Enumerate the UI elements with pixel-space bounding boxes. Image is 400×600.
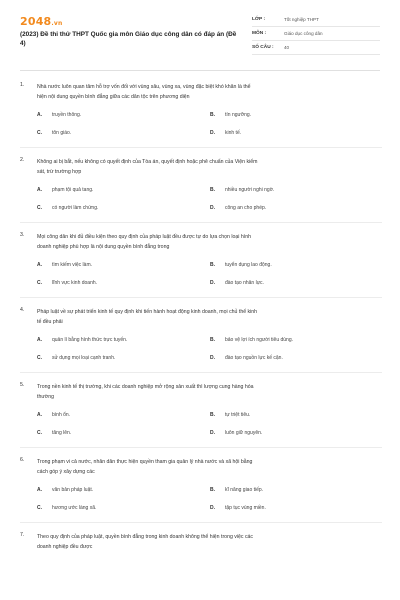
- option-letter: C.: [37, 280, 42, 286]
- option-letter: C.: [37, 205, 42, 211]
- answer-options: [37, 111, 382, 137]
- question-item: [20, 157, 382, 223]
- question-text-line: Trong phạm vi cả nước, nhân dân thực hiện quyền tham gia quản lý nhà nước và xã hội bằng: [37, 459, 253, 465]
- answer-option[interactable]: [210, 504, 383, 512]
- meta-key: MÔN :: [252, 31, 267, 36]
- option-letter: D.: [210, 205, 215, 211]
- option-text: tăng lên.: [52, 430, 72, 436]
- question-number: 6.: [20, 457, 25, 463]
- meta-value: Tốt nghiệp THPT: [284, 17, 319, 22]
- question-number: 3.: [20, 232, 25, 238]
- answer-options: [37, 336, 382, 362]
- option-text: kinh tế.: [225, 130, 242, 136]
- answer-option[interactable]: [210, 204, 383, 212]
- question-divider: [20, 222, 382, 223]
- answer-option[interactable]: [210, 111, 383, 119]
- answer-option[interactable]: [210, 279, 383, 287]
- answer-option[interactable]: [37, 354, 210, 362]
- option-text: kĩ năng giao tiếp.: [225, 487, 264, 493]
- meta-row-class: [252, 13, 380, 27]
- answer-option[interactable]: [37, 411, 210, 419]
- option-text: tập tục vùng miền.: [225, 505, 266, 511]
- question-number: 7.: [20, 532, 25, 538]
- option-text: truyền thông.: [52, 112, 82, 118]
- answer-option[interactable]: [37, 261, 210, 269]
- answer-option[interactable]: [37, 129, 210, 137]
- option-text: bình ổn.: [52, 412, 71, 418]
- answer-option[interactable]: [37, 186, 210, 194]
- option-letter: C.: [37, 430, 42, 436]
- question-text: [37, 532, 382, 552]
- option-text: tự triệt tiêu.: [225, 412, 251, 418]
- option-text: bảo vệ lợi ích người tiêu dùng.: [225, 337, 294, 343]
- question-text-line: sát, trừ trường hợp: [37, 169, 82, 175]
- option-letter: A.: [37, 187, 42, 193]
- question-text-line: Không ai bị bắt, nếu không có quyết định của Tòa án, quyết định hoặc phê chuẩn của Viện kiểm: [37, 159, 258, 165]
- option-letter: A.: [37, 337, 42, 343]
- question-text-line: doanh nghiệp phù hợp là nội dung quyền bình đẳng trong: [37, 244, 170, 250]
- answer-option[interactable]: [37, 336, 210, 344]
- exam-meta: [252, 13, 380, 55]
- option-text: đào tạo nguồn lực kế cận.: [225, 355, 283, 361]
- question-text-line: tế đều phải: [37, 319, 63, 325]
- option-letter: A.: [37, 262, 42, 268]
- answer-option[interactable]: [210, 354, 383, 362]
- option-letter: B.: [210, 487, 215, 493]
- question-divider: [20, 447, 382, 448]
- answer-options: [37, 486, 382, 512]
- option-text: công an cho phép.: [225, 205, 267, 211]
- meta-key: SỐ CÂU :: [252, 45, 274, 50]
- header-divider: [20, 70, 380, 71]
- answer-options: [37, 261, 382, 287]
- option-letter: B.: [210, 412, 215, 418]
- answer-option[interactable]: [210, 411, 383, 419]
- answer-options: [37, 186, 382, 212]
- question-text: [37, 157, 382, 177]
- meta-row-count: [252, 41, 380, 55]
- question-number: 5.: [20, 382, 25, 388]
- option-text: có người làm chứng.: [52, 205, 99, 211]
- answer-option[interactable]: [210, 261, 383, 269]
- option-text: nhiều người nghi ngờ.: [225, 187, 275, 193]
- option-letter: B.: [210, 337, 215, 343]
- question-text-line: thường: [37, 394, 54, 400]
- question-divider: [20, 522, 382, 523]
- answer-option[interactable]: [210, 186, 383, 194]
- meta-row-subject: [252, 27, 380, 41]
- option-text: luôn giữ nguyên.: [225, 430, 263, 436]
- page-header: [0, 0, 400, 64]
- option-text: tôn giáo.: [52, 130, 72, 136]
- answer-option[interactable]: [37, 486, 210, 494]
- option-text: quản lí bằng hình thức trực tuyến.: [52, 337, 128, 343]
- meta-value: Giáo dục công dân: [284, 31, 323, 36]
- question-text-line: Theo quy định của pháp luật, quyền bình đẳng trong kinh doanh không thể hiện trong việc các: [37, 534, 254, 540]
- question-text: [37, 307, 382, 327]
- option-letter: A.: [37, 487, 42, 493]
- option-text: phạm tội quả tang.: [52, 187, 94, 193]
- question-list: [20, 82, 382, 552]
- option-text: tuyển dụng lao động.: [225, 262, 272, 268]
- question-item: [20, 82, 382, 148]
- option-text: đào tạo nhân lực.: [225, 280, 264, 286]
- option-letter: A.: [37, 112, 42, 118]
- question-number: 4.: [20, 307, 25, 313]
- question-divider: [20, 297, 382, 298]
- option-letter: D.: [210, 505, 215, 511]
- logo-tld: .vn: [51, 20, 63, 27]
- document-title: (2023) Đề thi thử THPT Quốc gia môn Giáo dục công dân có đáp án (Đề 4): [20, 31, 237, 47]
- question-number: 1.: [20, 82, 25, 88]
- question-divider: [20, 372, 382, 373]
- option-letter: D.: [210, 280, 215, 286]
- site-logo[interactable]: [20, 15, 62, 28]
- question-item: [20, 532, 382, 552]
- answer-option[interactable]: [37, 204, 210, 212]
- option-text: văn bản pháp luật.: [52, 487, 94, 493]
- option-letter: B.: [210, 262, 215, 268]
- question-text-line: cách góp ý xây dựng các: [37, 469, 95, 475]
- question-item: [20, 232, 382, 298]
- question-item: [20, 457, 382, 523]
- answer-option[interactable]: [37, 504, 210, 512]
- option-letter: C.: [37, 130, 42, 136]
- question-number: 2.: [20, 157, 25, 163]
- question-text-line: Mọi công dân khi đủ điều kiện theo quy định của pháp luật đều được tự do lựa chọn loại hình: [37, 234, 251, 240]
- answer-options: [37, 411, 382, 437]
- answer-option[interactable]: [37, 279, 210, 287]
- question-text-line: hiện nội dung quyền bình đẳng giữa các dân tộc trên phương diện: [37, 94, 190, 100]
- option-text: tín ngưỡng.: [225, 112, 252, 118]
- option-letter: D.: [210, 130, 215, 136]
- question-text-line: Nhà nước luôn quan tâm hỗ trợ vốn đối với vùng sâu, vùng xa, vùng đặc biệt khó khăn là thể: [37, 84, 251, 90]
- answer-option[interactable]: [210, 129, 383, 137]
- question-text: [37, 232, 382, 252]
- option-letter: B.: [210, 187, 215, 193]
- answer-option[interactable]: [210, 486, 383, 494]
- question-divider: [20, 147, 382, 148]
- answer-option[interactable]: [37, 429, 210, 437]
- question-text-line: Pháp luật về sự phát triển kinh tế quy định khi tiến hành hoạt động kinh doanh, mọi chủ thể kinh: [37, 309, 258, 315]
- meta-key: LỚP :: [252, 17, 266, 22]
- question-text: [37, 457, 382, 477]
- option-letter: B.: [210, 112, 215, 118]
- answer-option[interactable]: [210, 429, 383, 437]
- question-item: [20, 382, 382, 448]
- question-text: [37, 82, 382, 102]
- meta-value: 40: [284, 45, 290, 50]
- option-text: tìm kiếm việc làm.: [52, 262, 93, 268]
- question-text-line: doanh nghiệp đều được: [37, 544, 93, 550]
- option-letter: C.: [37, 355, 42, 361]
- option-letter: A.: [37, 412, 42, 418]
- question-text: [37, 382, 382, 402]
- option-text: hương ước làng xã.: [52, 505, 97, 511]
- logo-main: 2048: [20, 15, 52, 28]
- option-letter: C.: [37, 505, 42, 511]
- answer-option[interactable]: [37, 111, 210, 119]
- answer-option[interactable]: [210, 336, 383, 344]
- option-letter: D.: [210, 355, 215, 361]
- option-text: sử dụng mọi loại cạnh tranh.: [52, 355, 116, 361]
- question-item: [20, 307, 382, 373]
- option-text: lĩnh vực kinh doanh.: [52, 280, 98, 286]
- option-letter: D.: [210, 430, 215, 436]
- question-text-line: Trong nền kinh tế thị trường, khi các doanh nghiệp mở rộng sản xuất thì lượng cung hàng hóa: [37, 384, 254, 390]
